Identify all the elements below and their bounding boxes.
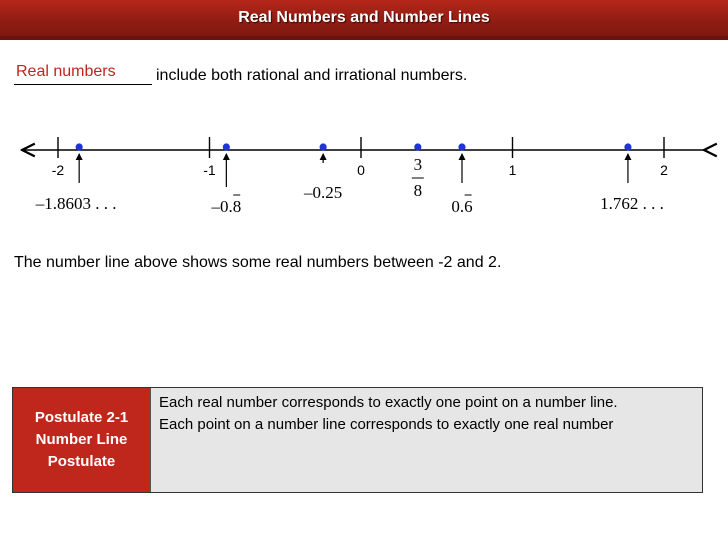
fraction-denominator: 8: [413, 181, 423, 200]
tick-label: 0: [357, 162, 365, 178]
pointer-arrowhead: [624, 153, 631, 160]
number-line: [0, 125, 728, 225]
point-marker: [458, 143, 465, 150]
pointer-arrowhead: [458, 153, 465, 160]
pointer-arrowhead: [76, 153, 83, 160]
point-label: –1.8603 . . .: [35, 194, 117, 213]
title-bar-shadow: [0, 36, 728, 40]
postulate-title-line: Postulate 2-1: [34, 409, 129, 426]
intro-text: include both rational and irrational numbers.: [156, 67, 468, 84]
tick-label: 1: [508, 162, 517, 178]
number-line-points: [35, 143, 664, 216]
postulate-statement: Each point on a number line corresponds to exactly one real number: [159, 416, 614, 433]
point-label: –0.8: [211, 197, 242, 216]
title-bar: [0, 0, 728, 40]
intro-sentence: [14, 63, 468, 85]
postulate-title-line: Number Line: [35, 431, 128, 448]
point-marker: [624, 143, 631, 150]
postulate-title-line: Postulate: [47, 453, 116, 470]
tick-label: -1: [203, 162, 216, 178]
point-marker: [223, 143, 230, 150]
number-line-caption: The number line above shows some real numbers between -2 and 2.: [14, 254, 502, 271]
point-label: 1.762 . . .: [600, 194, 664, 213]
postulate-title: [13, 388, 151, 492]
number-line-ticks: [52, 137, 668, 178]
fraction-numerator: 3: [413, 155, 423, 174]
page-title: Real Numbers and Number Lines: [238, 9, 490, 26]
tick-label: -2: [51, 162, 65, 178]
blank-answer: Real numbers: [16, 63, 116, 80]
pointer-arrowhead: [320, 153, 327, 160]
postulate-statement: Each real number corresponds to exactly one point on a number line.: [159, 394, 618, 411]
point-label: –0.25: [304, 183, 343, 202]
point-marker: [320, 143, 327, 150]
tick-label: 2: [660, 162, 668, 178]
point-marker: [76, 143, 83, 150]
fill-in-blank: [14, 63, 152, 85]
postulate-box: [12, 387, 703, 493]
postulate-statements: [159, 394, 695, 438]
point-label: 0.6: [451, 197, 473, 216]
point-marker: [414, 143, 421, 150]
pointer-arrowhead: [223, 153, 230, 160]
